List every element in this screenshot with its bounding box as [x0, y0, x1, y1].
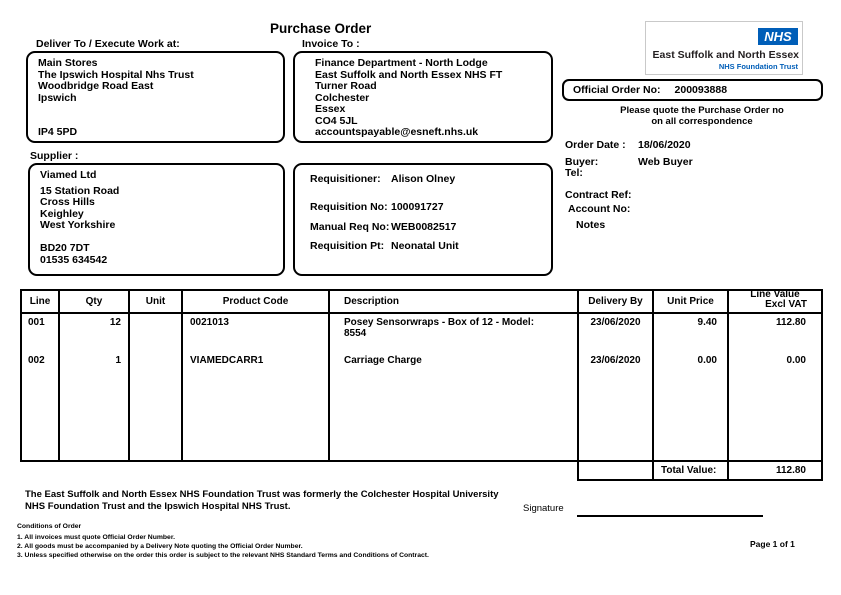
th-line-value: [729, 291, 821, 312]
cell-unit-price: 0.00: [697, 355, 717, 366]
nhs-logo-icon: NHS: [758, 28, 798, 45]
requisitioner-value: Alison Olney: [391, 173, 456, 185]
order-date-label: Order Date :: [565, 139, 626, 151]
col-delivery-by: [579, 314, 654, 460]
official-order-number: 200093888: [674, 84, 728, 96]
deliver-to-label: Deliver To / Execute Work at:: [36, 38, 180, 50]
supplier-label: Supplier :: [30, 150, 79, 162]
cell-description: Carriage Charge: [344, 355, 422, 366]
cell-unit-price: 9.40: [697, 317, 717, 328]
cell-qty: 1: [115, 355, 121, 366]
line-items-table: [20, 289, 823, 462]
cell-product-code: VIAMEDCARR1: [190, 355, 264, 366]
cell-description: Posey Sensorwraps - Box of 12 - Model: 8554: [344, 317, 535, 339]
account-no-label: Account No:: [568, 203, 631, 215]
address-line: CO4 5JL: [315, 114, 358, 127]
address-line: Colchester: [315, 91, 370, 104]
cell-line: 002: [28, 355, 45, 366]
cell-delivery-by: 23/06/2020: [590, 355, 641, 366]
address-line: Ipswich: [38, 91, 77, 104]
invoice-to-label: Invoice To :: [302, 38, 360, 50]
condition-item: 2. All goods must be accompanied by a Delivery Note quoting the Official Order Number.: [17, 543, 303, 550]
deliver-to-box: [26, 51, 285, 143]
col-description: [330, 314, 579, 460]
col-unit-price: [654, 314, 729, 460]
requisitioner-label: Requisitioner:: [310, 173, 381, 185]
address-line: Finance Department - North Lodge: [315, 57, 488, 69]
address-line: Viamed Ltd: [40, 169, 97, 181]
address-line: 15 Station Road: [40, 184, 120, 197]
address-line: IP4 5PD: [38, 126, 78, 138]
address-line: Woodbridge Road East: [38, 80, 154, 92]
contract-ref-label: Contract Ref:: [565, 189, 632, 201]
order-date-value: 18/06/2020: [638, 139, 691, 151]
col-line-value: [729, 314, 821, 460]
address-line: Keighley: [40, 207, 84, 220]
th-unit-price: Unit Price: [654, 291, 729, 312]
address-line: Turner Road: [315, 80, 377, 92]
th-description: Description: [330, 291, 579, 312]
page-title: Purchase Order: [270, 21, 372, 36]
official-order-label: Official Order No:: [573, 84, 661, 96]
nhs-organisation-name: East Suffolk and North Essex: [652, 49, 799, 61]
po-quote-note-line2: on all correspondence: [651, 116, 753, 127]
page-number: Page 1 of 1: [750, 539, 795, 549]
address-line: BD20 7DT: [40, 242, 90, 254]
th-product-code: Product Code: [183, 291, 330, 312]
nhs-logo: [645, 21, 803, 75]
po-quote-note: [582, 105, 822, 127]
address-line: accountspayable@esneft.nhs.uk: [315, 126, 479, 138]
requisition-box: [293, 163, 553, 276]
col-qty: [60, 314, 130, 460]
requisition-pt-value: Neonatal Unit: [391, 240, 459, 252]
notes-label: Notes: [576, 219, 606, 231]
manual-req-no-value: WEB0082517: [391, 221, 457, 233]
col-line: [22, 314, 60, 460]
cell-product-code: 0021013: [190, 317, 229, 328]
cell-line-value: 112.80: [775, 317, 806, 328]
po-quote-note-line1: Please quote the Purchase Order no: [620, 105, 784, 116]
tel-label: Tel:: [565, 167, 583, 179]
buyer-value: Web Buyer: [638, 156, 693, 168]
condition-item: 3. Unless specified otherwise on the order this order is subject to the relevant NHS Standard Terms and Conditions of Contract.: [17, 552, 429, 559]
total-row: [577, 462, 823, 481]
requisition-pt-label: Requisition Pt:: [310, 240, 385, 252]
total-value-label: Total Value:: [652, 462, 727, 479]
th-unit: Unit: [130, 291, 183, 312]
cell-qty: 12: [109, 317, 121, 328]
th-line: Line: [22, 291, 60, 312]
total-value: 112.80: [727, 462, 821, 479]
col-unit: [130, 314, 183, 460]
cell-delivery-by: 23/06/2020: [590, 317, 641, 328]
th-delivery-by: Delivery By: [579, 291, 654, 312]
address-line: Main Stores: [38, 57, 98, 69]
address-line: Essex: [315, 103, 346, 115]
condition-item: 1. All invoices must quote Official Order Number.: [17, 534, 176, 541]
requisition-no-value: 100091727: [391, 201, 444, 213]
conditions-title: Conditions of Order: [17, 523, 82, 530]
invoice-to-box: [293, 51, 553, 143]
trust-note-line1: The East Suffolk and North Essex NHS Foundation Trust was formerly the Colchester Hospital University: [25, 489, 499, 500]
trust-note: [25, 489, 499, 512]
requisition-no-label: Requisition No:: [310, 201, 388, 213]
manual-req-no-label: Manual Req No:: [310, 221, 390, 233]
th-qty: Qty: [60, 291, 130, 312]
cell-line: 001: [28, 317, 45, 328]
address-line: West Yorkshire: [40, 219, 116, 231]
address-line: Cross Hills: [40, 196, 95, 208]
address-line: 01535 634542: [40, 253, 108, 266]
address-line: [38, 104, 277, 116]
nhs-foundation-trust-subtitle: NHS Foundation Trust: [718, 62, 798, 71]
supplier-box: [28, 163, 285, 276]
th-line-value-line2: Excl VAT: [765, 299, 807, 310]
cell-line-value: 0.00: [786, 355, 806, 366]
address-line: East Suffolk and North Essex NHS FT: [315, 68, 503, 81]
official-order-box: [562, 79, 823, 101]
signature-line: [577, 515, 763, 517]
address-line: The Ipswich Hospital Nhs Trust: [38, 68, 194, 81]
col-product-code: [183, 314, 330, 460]
signature-label: Signature: [523, 503, 564, 514]
total-spacer-cell: [579, 462, 652, 479]
th-line-value-line1: Line Value: [750, 289, 800, 300]
trust-note-line2: NHS Foundation Trust and the Ipswich Hospital NHS Trust.: [25, 500, 291, 512]
buyer-label: Buyer:: [565, 156, 599, 168]
